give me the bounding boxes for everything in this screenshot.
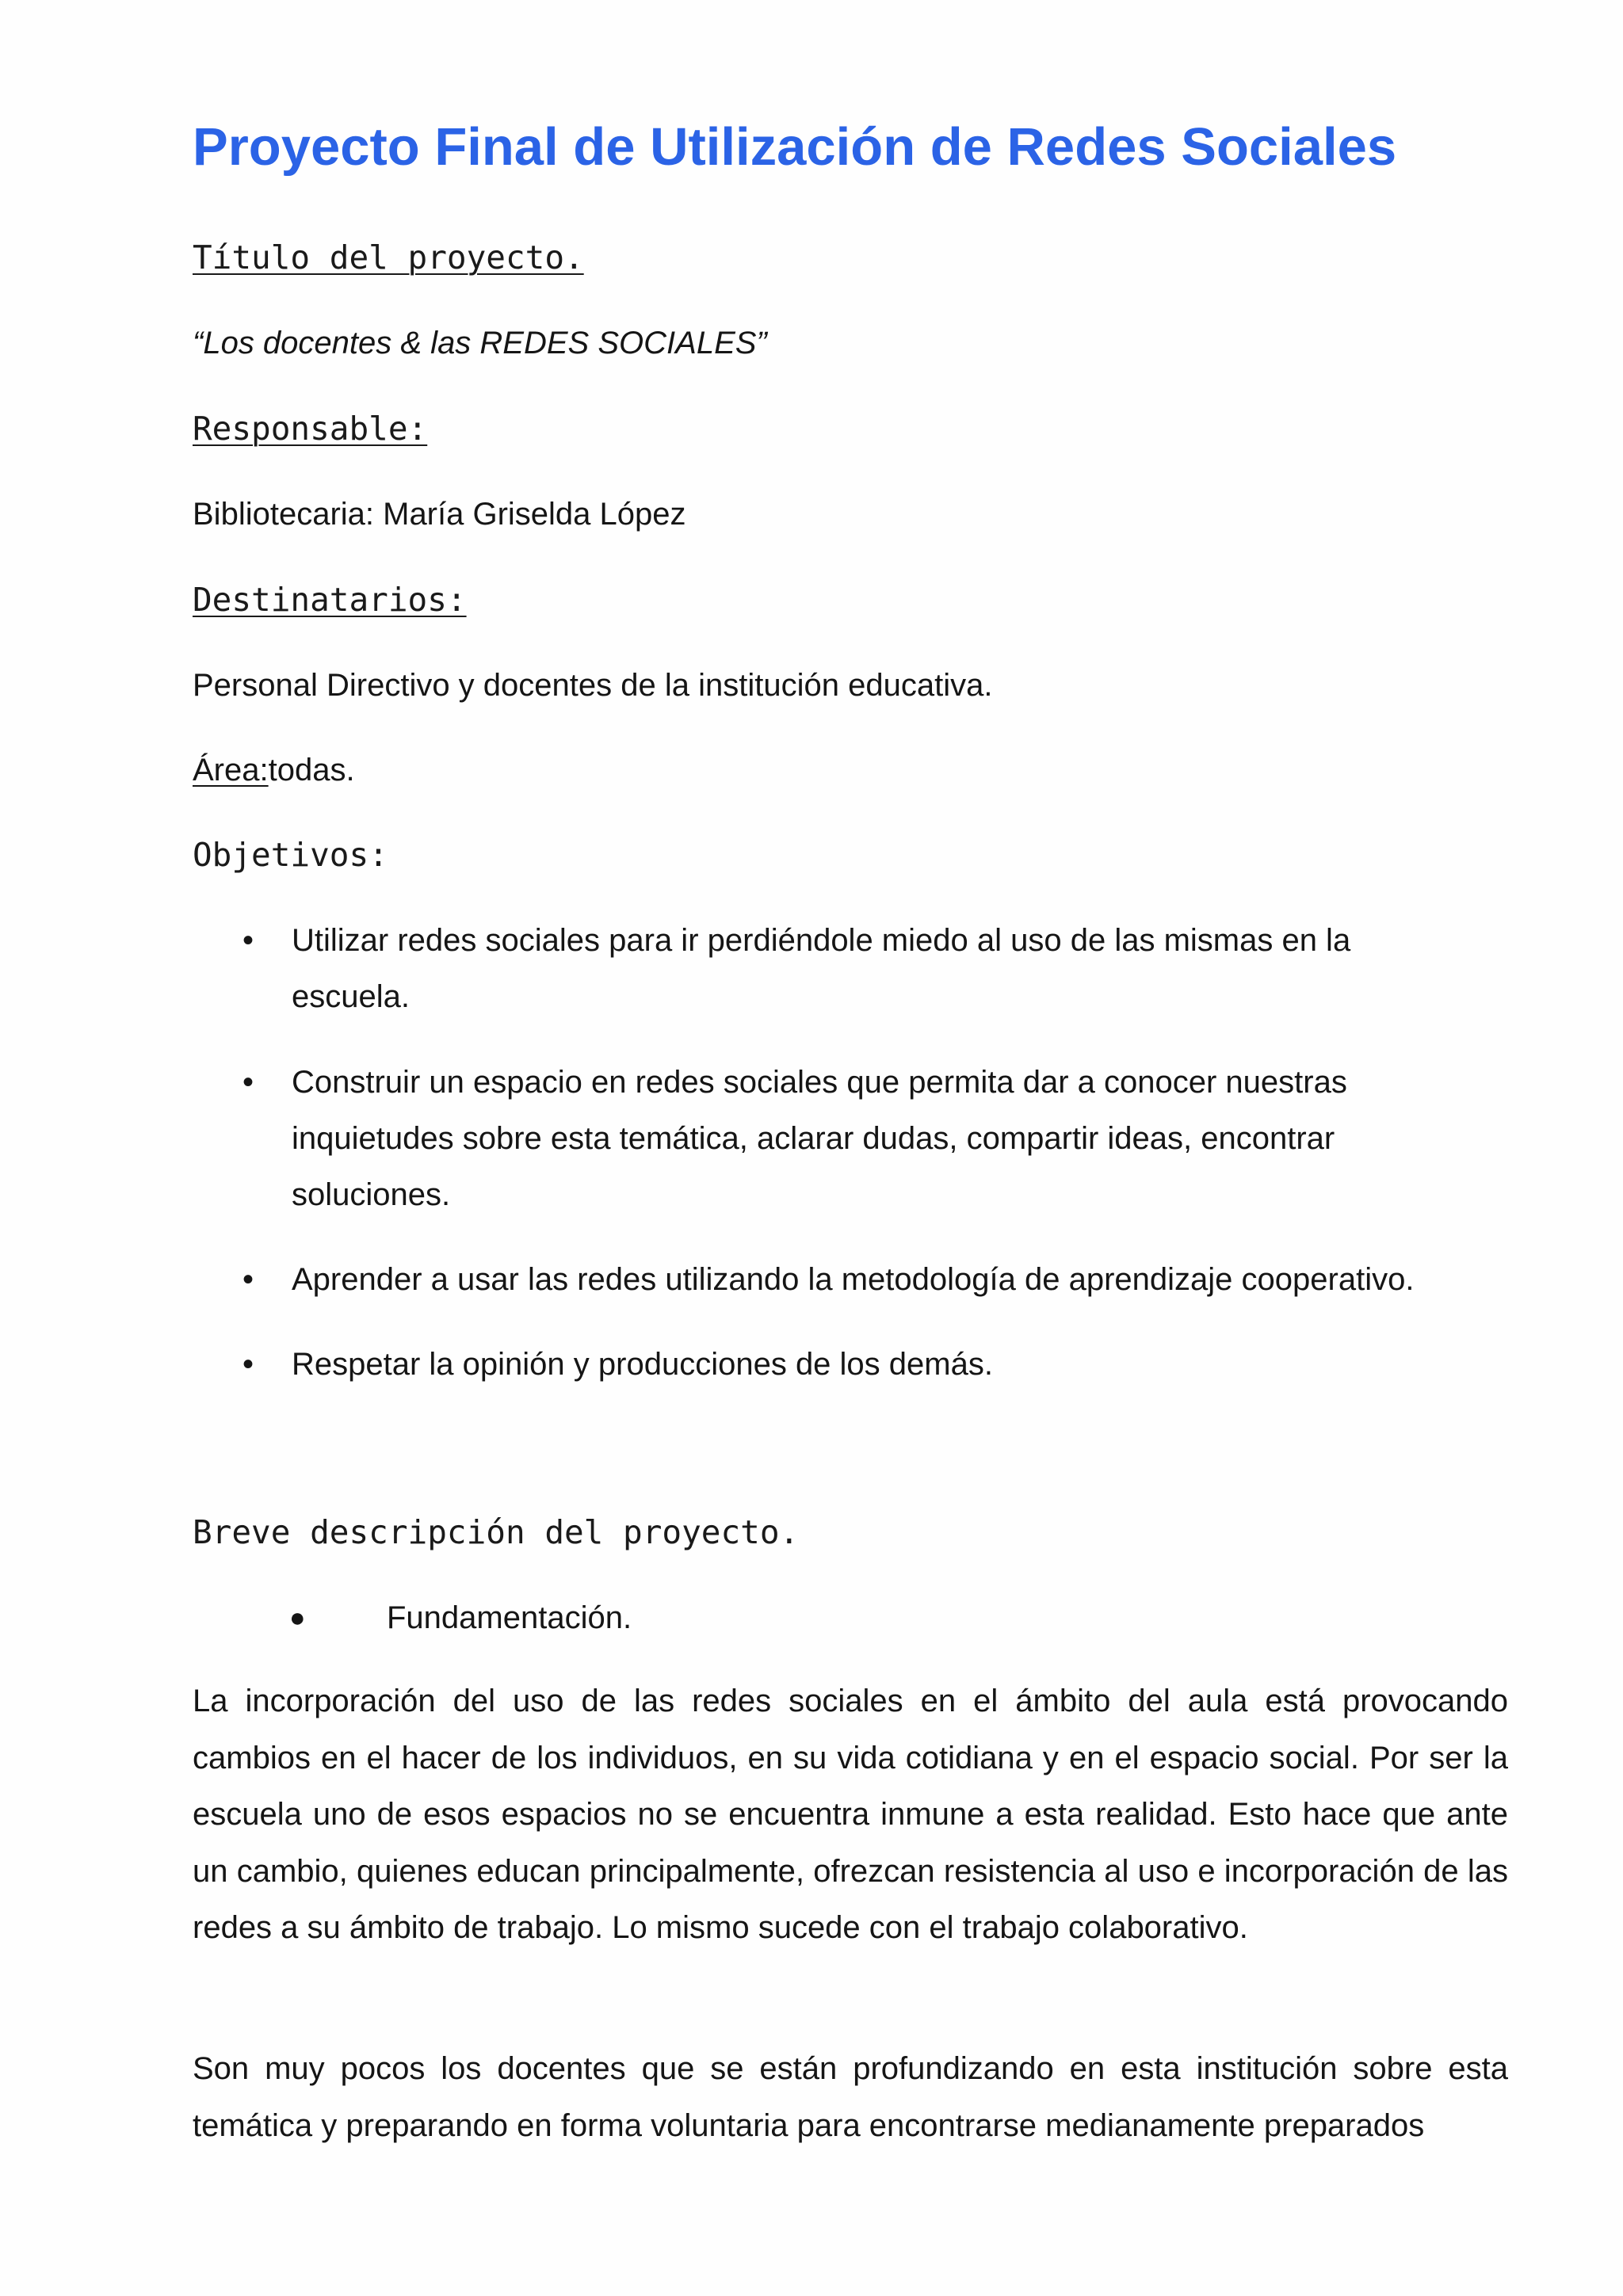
bullet-icon: • bbox=[242, 1347, 254, 1382]
page-title: Proyecto Final de Utilización de Redes Sociales bbox=[193, 117, 1397, 177]
paragraph-2: Son muy pocos los docentes que se están profundizando en esta institución sobre esta temática y preparando en forma voluntaria para encontrarse medianamente preparados bbox=[193, 2051, 1508, 2143]
objective-2-line-2: inquietudes sobre esta temática, aclarar dudas, compartir ideas, encontrar bbox=[292, 1121, 1335, 1156]
bullet-icon: • bbox=[242, 1262, 254, 1297]
objective-2-line-3: soluciones. bbox=[292, 1177, 451, 1212]
paragraph-1: La incorporación del uso de las redes sociales en el ámbito del aula está provocando cambios en el hacer de los individuos, en su vida cotidiana y en el espacio social. Por ser la escuela uno de esos espacios no se encuentra inmune a esta realidad. Esto hace que ante un cambio, quienes educan principalmente, ofrezcan resistencia al uso e incorporación de las redes a su ámbito de trabajo. Lo mismo sucede con el trabajo colaborativo. bbox=[193, 1684, 1508, 1945]
project-title-label: Título del proyecto. bbox=[193, 238, 584, 277]
area-line bbox=[193, 750, 355, 790]
objective-3-line-1: Aprender a usar las redes utilizando la metodología de aprendizaje cooperativo. bbox=[292, 1262, 1415, 1297]
objective-2-line-1: Construir un espacio en redes sociales que permita dar a conocer nuestras bbox=[292, 1065, 1347, 1100]
area-label: Área: bbox=[193, 753, 269, 788]
description-label: Breve descripción del proyecto. bbox=[193, 1513, 800, 1551]
objective-1-line-2: escuela. bbox=[292, 979, 410, 1014]
bullet-icon: • bbox=[242, 1065, 254, 1100]
project-title-value: “Los docentes & las REDES SOCIALES” bbox=[193, 326, 767, 360]
responsible-value: Bibliotecaria: María Griselda López bbox=[193, 497, 686, 532]
bullet-icon: • bbox=[242, 923, 254, 958]
fundamentation-label: Fundamentación. bbox=[387, 1600, 632, 1635]
objective-1-line-1: Utilizar redes sociales para ir perdiéndole miedo al uso de las mismas en la bbox=[292, 923, 1351, 958]
responsible-label: Responsable: bbox=[193, 410, 428, 448]
recipients-label: Destinatarios: bbox=[193, 581, 467, 619]
bullet-icon: ● bbox=[289, 1603, 306, 1633]
objective-4-line-1: Respetar la opinión y producciones de los demás. bbox=[292, 1347, 993, 1382]
recipients-value: Personal Directivo y docentes de la institución educativa. bbox=[193, 668, 993, 703]
area-value: todas. bbox=[268, 753, 355, 788]
objectives-label: Objetivos: bbox=[193, 836, 388, 874]
